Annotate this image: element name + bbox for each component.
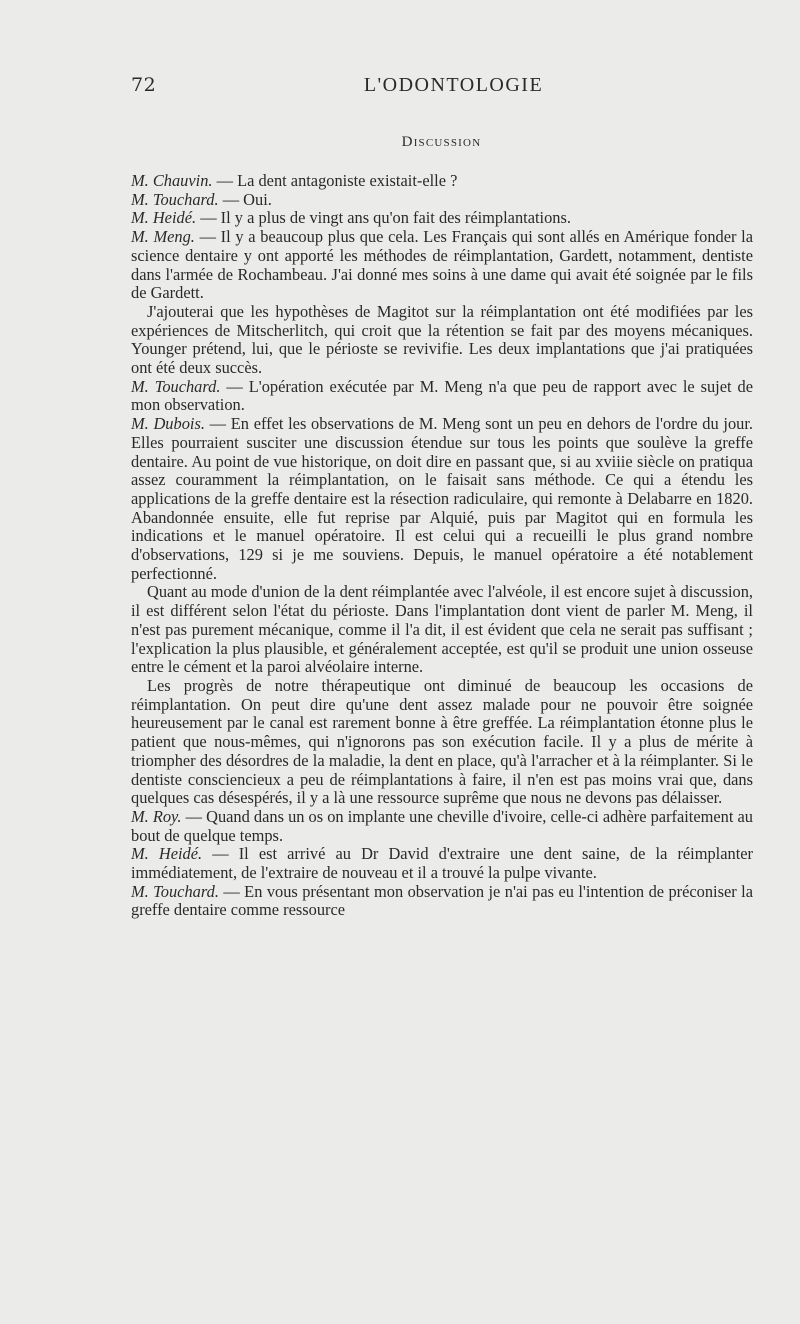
paragraph (131, 883, 753, 920)
speaker-name: M. Heidé. (131, 844, 203, 864)
paragraph (131, 808, 753, 845)
paragraph (131, 228, 753, 303)
paragraph-text: — En effet les observations de M. Meng sont un peu en dehors de l'ordre du jour. Elles pourraient susciter une discussion étendue sur tous les points que soulève la greffe dentaire. Au point de vue historique, on doit dire en passant que, si au xviiie siècle on pratiqua assez couramment la réimplantation, on le faisait sans méthode. Ce qui a étendu les applications de la greffe dentaire est la résection radiculaire, qui remonte à Delabarre en 1820. Abandonnée ensuite, elle fut reprise par Alquié, puis par Magitot qui en formula les indications et le manuel opératoire. Il est celui qui a recueilli le plus grand nombre d'observations, 129 si je me souviens. Depuis, le manuel opératoire a été notablement perfectionné. (131, 414, 754, 583)
speaker-name: M. Meng. (131, 227, 195, 247)
paragraph (131, 209, 753, 228)
paragraph (131, 191, 753, 210)
journal-title: L'ODONTOLOGIE (363, 74, 544, 96)
paragraph-text: Quant au mode d'union de la dent réimplantée avec l'alvéole, il est encore sujet à discussion, il est différent selon l'état du périoste. Dans l'implantation dont vient de parler M. Meng, il n'est pas purement mécanique, comme il l'a dit, il est évident que cela ne serait pas suffisant ; l'explication la plus plausible, et généralement acceptée, est qu'il se produit une union osseuse entre le cément et la paroi alvéolaire interne. (131, 582, 753, 677)
paragraph-text: — Il y a beaucoup plus que cela. Les Français qui sont allés en Amérique fonder la science dentaire y ont apporté les méthodes de réimplantation, Gardett, notamment, dentiste dans l'armée de Rochambeau. J'ai donné mes soins à une dame qui avait été soignée par le fils de Gardett. (131, 227, 754, 303)
speaker-name: M. Chauvin. (131, 171, 213, 190)
speaker-name: M. Dubois. (131, 414, 205, 434)
speaker-name: M. Roy. (131, 806, 182, 826)
body-text (131, 172, 753, 920)
paragraph (131, 845, 753, 882)
paragraph-text: Les progrès de notre thérapeutique ont diminué de beaucoup les occasions de réimplantation. On peut dire qu'une dent assez malade pour ne pouvoir être soignée heureusement par le canal est rarement bonne à être greffée. La réimplantation étonne plus le patient que nous-mêmes, qui n'ignorons pas son exécution facile. Il y a plus de mérite à triompher des désordres de la maladie, la dent en place, qu'à l'arracher et à la réimplanter. Si le dentiste consciencieux a peu de réimplantations à faire, il n'en est pas moins vrai que, dans quelques cas désespérés, il y a là une ressource suprême que nous ne devons pas délaisser. (131, 675, 753, 808)
paragraph (131, 583, 753, 677)
paragraph-text: — La dent antagoniste existait-elle ? (212, 171, 458, 190)
speaker-name: M. Touchard. (131, 881, 219, 901)
paragraph (131, 303, 753, 378)
paragraph (131, 172, 753, 191)
paragraph (131, 378, 753, 415)
page-number: 72 (131, 74, 157, 96)
section-heading: Discussion (401, 134, 482, 150)
paragraph-text: — Oui. (218, 189, 272, 209)
speaker-name: M. Touchard. (131, 376, 221, 396)
paragraph-text: J'ajouterai que les hypothèses de Magitot sur la réimplantation ont été modifiées par les expériences de Mitscherlitch, qui croit que la rétention se fait par des moyens mécaniques. Younger prétend, lui, que le périoste se revivifie. Les deux implantations que j'ai pratiquées ont été deux succès. (131, 301, 753, 378)
speaker-name: M. Heidé. (131, 208, 197, 228)
paragraph-text: — Il est arrivé au Dr David d'extraire une dent saine, de la réimplanter immédiatement, de l'extraire de nouveau et il a trouvé la pulpe vivante. (131, 844, 753, 883)
paragraph (131, 677, 753, 808)
paragraph-text: — En vous présentant mon observation je n'ai pas eu l'intention de préconiser la greffe dentaire comme ressource (131, 881, 753, 920)
paragraph-text: — Il y a plus de vingt ans qu'on fait des réimplantations. (196, 208, 571, 228)
speaker-name: M. Touchard. (131, 189, 219, 209)
paragraph (131, 415, 753, 583)
paragraph-text: — L'opération exécutée par M. Meng n'a que peu de rapport avec le sujet de mon observation. (131, 376, 753, 415)
paragraph-text: — Quand dans un os on implante une cheville d'ivoire, celle-ci adhère parfaitement au bout de quelque temps. (131, 806, 753, 845)
running-head (131, 74, 752, 98)
